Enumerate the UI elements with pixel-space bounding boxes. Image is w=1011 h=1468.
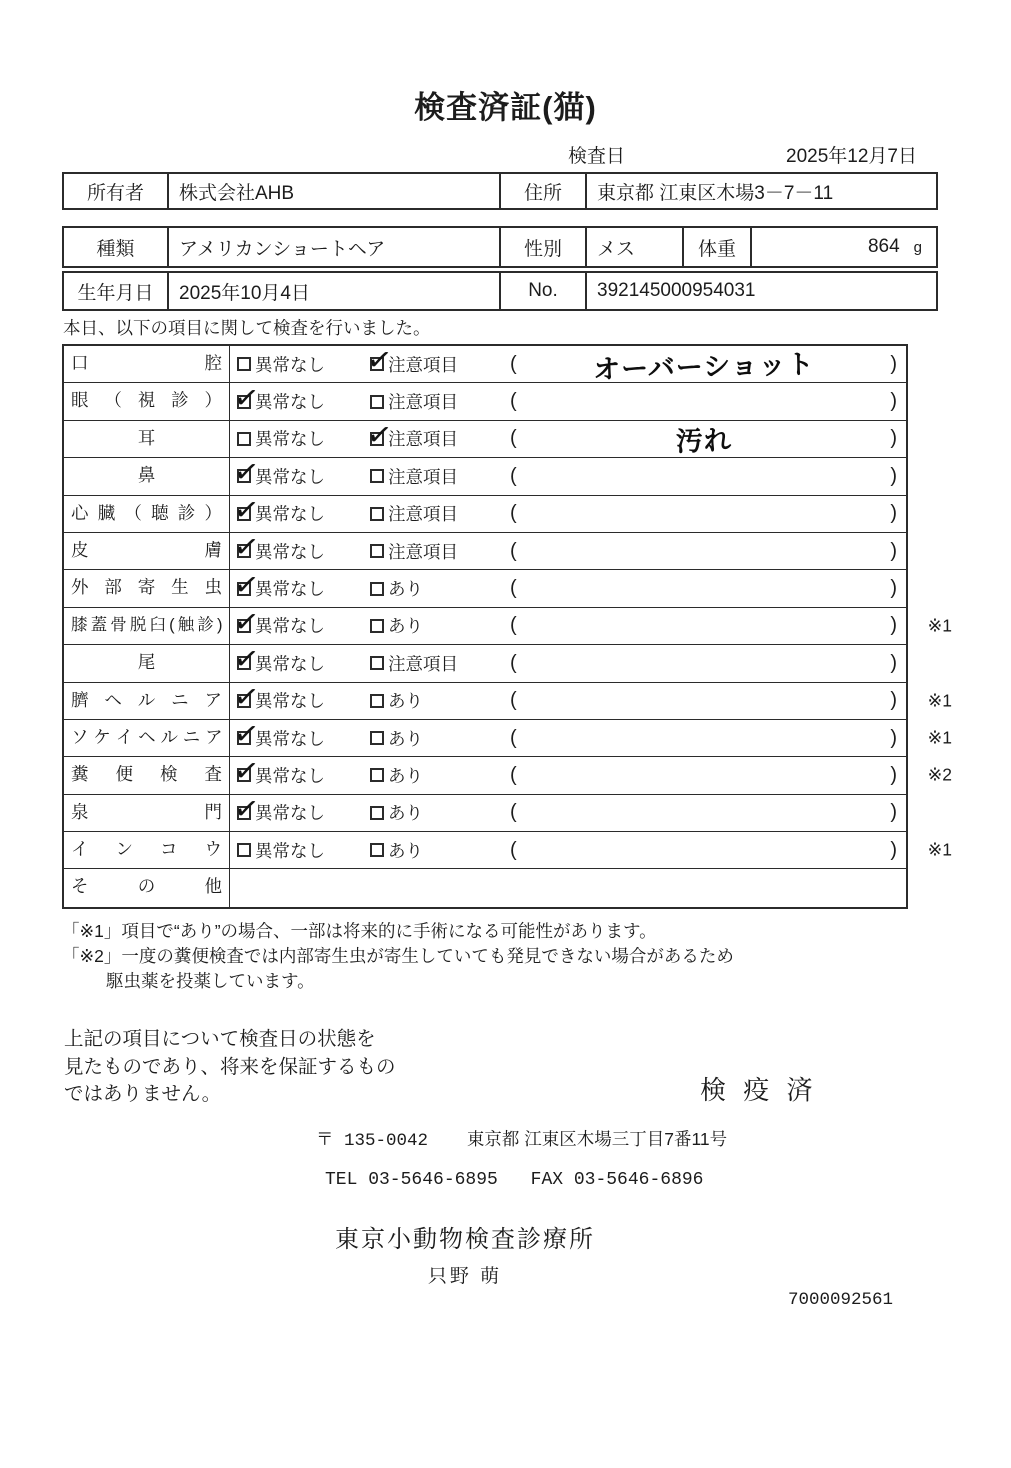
paren-close: ) [890, 577, 897, 600]
option-group [237, 464, 370, 489]
paren-close: ) [890, 726, 897, 749]
clinic-fax: FAX 03-5646-6896 [530, 1170, 704, 1190]
disclaimer [64, 1026, 396, 1109]
item-options [230, 383, 906, 419]
item-options [230, 570, 906, 606]
option-label: 異常なし [255, 466, 325, 487]
checked-checkbox[interactable] [237, 395, 251, 409]
serial-number: 7000092561 [788, 1290, 894, 1310]
paren-close: ) [890, 838, 897, 861]
checkbox[interactable] [370, 544, 384, 558]
footnote-mark: ※1 [927, 839, 952, 860]
option-group [237, 763, 370, 788]
item-label: ソ ケ イ ヘ ル ニ ア [64, 720, 230, 756]
option-group [237, 539, 370, 564]
birthdate-row [62, 271, 938, 311]
option-group [237, 352, 370, 377]
option-group [370, 539, 510, 564]
checkbox[interactable] [237, 432, 251, 446]
check-row [64, 645, 906, 682]
option-group [237, 576, 370, 601]
disclaimer-line-1: 上記の項目について検査日の状態を [64, 1028, 376, 1050]
handwritten-note: オーバーショット [592, 348, 815, 385]
option-label: 異常なし [255, 616, 325, 637]
item-options [230, 346, 906, 385]
item-label: 尾 [64, 645, 230, 681]
checkbox[interactable] [370, 731, 384, 745]
option-label: 異常なし [255, 354, 325, 375]
item-options [230, 533, 906, 569]
option-group [370, 613, 510, 638]
paren-close: ) [890, 539, 897, 562]
check-row [64, 795, 906, 832]
option-group [237, 726, 370, 751]
check-row [64, 570, 906, 607]
disclaimer-line-3: ではありません。 [64, 1083, 222, 1105]
paren-open: ( [510, 801, 517, 824]
option-label: 異常なし [255, 728, 325, 749]
option-label: あり [388, 765, 423, 786]
item-label: 皮 膚 [64, 533, 230, 569]
item-label: 眼 （ 視 診 ） [64, 383, 230, 419]
option-label: あり [388, 803, 423, 824]
item-options [230, 608, 906, 644]
option-label: 注意項目 [388, 354, 458, 375]
paren-close: ) [890, 427, 897, 450]
checked-checkbox[interactable] [370, 357, 384, 371]
option-group [237, 501, 370, 526]
weight-cell [750, 228, 936, 266]
birthdate-label: 生年月日 [77, 282, 154, 304]
item-options [230, 683, 906, 719]
check-table [62, 344, 952, 909]
item-label: 膝蓋骨脱臼(触診) [64, 608, 230, 644]
option-label: 注意項目 [388, 541, 458, 562]
check-row [64, 608, 952, 645]
item-options [230, 496, 906, 532]
paren-close: ) [890, 502, 897, 525]
option-label: あり [388, 840, 423, 861]
item-label: 臍 ヘ ル ニ ア [64, 683, 230, 719]
clinic-block [310, 1219, 620, 1288]
option-label: 注意項目 [388, 466, 458, 487]
weight-unit: g [913, 238, 922, 256]
footnote-mark: ※2 [927, 764, 952, 785]
checked-checkbox[interactable] [237, 469, 251, 483]
paren-open: ( [510, 726, 517, 749]
paren-open: ( [510, 838, 517, 861]
paren-open: ( [510, 464, 517, 487]
clinic-address: 東京都 江東区木場三丁目7番11号 [466, 1129, 728, 1149]
option-group [370, 838, 510, 863]
weight-label: 体重 [682, 228, 750, 266]
option-label: 異常なし [255, 653, 325, 674]
item-label: 糞 便 検 査 [64, 757, 230, 793]
option-label: 異常なし [255, 579, 325, 600]
checked-checkbox[interactable] [237, 694, 251, 708]
item-options [230, 869, 906, 906]
clinic-phone-line [325, 1170, 703, 1190]
item-label: イ ン コ ウ [64, 832, 230, 868]
breed-row [62, 226, 938, 268]
checkbox[interactable] [370, 395, 384, 409]
option-group [370, 763, 510, 788]
paren-open: ( [510, 390, 517, 413]
footnote-1: 「※1」項目で“あり”の場合、一部は将来的に手術になる可能性があります。 [62, 921, 657, 941]
paren-open: ( [510, 502, 517, 525]
check-row [64, 720, 952, 757]
checkbox[interactable] [370, 694, 384, 708]
clinic-address-line [316, 1126, 727, 1151]
paren-open: ( [510, 577, 517, 600]
check-row [64, 496, 906, 533]
checkbox[interactable] [370, 469, 384, 483]
paren-open: ( [510, 651, 517, 674]
item-label: 口 腔 [64, 346, 230, 382]
paren-close: ) [890, 763, 897, 786]
option-group [370, 726, 510, 751]
check-row [64, 533, 906, 570]
item-options [230, 645, 906, 681]
owner-row [62, 172, 938, 210]
paren-open: ( [510, 539, 517, 562]
veterinarian-name: 只野 萌 [427, 1266, 503, 1287]
option-group [370, 352, 510, 377]
item-label: 心 臓 （ 聴 診 ） [64, 496, 230, 532]
paren-open: ( [510, 614, 517, 637]
item-label: 外 部 寄 生 虫 [64, 570, 230, 606]
item-options [230, 458, 906, 494]
option-label: 異常なし [255, 765, 325, 786]
option-group [370, 389, 510, 414]
option-group [237, 838, 370, 863]
option-group [370, 426, 510, 451]
footnote-mark: ※1 [927, 615, 952, 636]
checked-checkbox[interactable] [237, 656, 251, 670]
check-row [64, 421, 906, 458]
option-group [370, 464, 510, 489]
owner-label: 所有者 [86, 182, 144, 204]
paren-open: ( [510, 427, 517, 450]
option-label: 異常なし [255, 429, 325, 450]
item-options [230, 421, 906, 457]
option-label: あり [388, 691, 423, 712]
option-group [237, 651, 370, 676]
no-value: 392145000954031 [585, 273, 936, 309]
clinic-tel: TEL 03-5646-6895 [325, 1170, 498, 1190]
paren-close: ) [890, 614, 897, 637]
item-label: そ の 他 [64, 869, 230, 906]
paren-open: ( [510, 763, 517, 786]
option-group [237, 389, 370, 414]
option-label: 異常なし [255, 541, 325, 562]
checked-checkbox[interactable] [237, 507, 251, 521]
clinic-name: 東京小動物検査診療所 [335, 1226, 595, 1253]
check-row [64, 346, 906, 383]
checkbox[interactable] [237, 357, 251, 371]
checkbox[interactable] [370, 619, 384, 633]
item-options [230, 757, 906, 793]
item-options [230, 832, 906, 868]
footnote-2-continued: 駆虫薬を投薬しています。 [106, 971, 315, 991]
no-label: No. [499, 273, 585, 309]
check-row [64, 458, 906, 495]
paren-close: ) [890, 390, 897, 413]
option-group [370, 651, 510, 676]
option-label: あり [388, 728, 423, 749]
item-options [230, 720, 906, 756]
option-label: 異常なし [255, 691, 325, 712]
disclaimer-line-2: 見たものであり、将来を保証するもの [64, 1055, 396, 1078]
item-label: 耳 [64, 421, 230, 457]
option-label: あり [388, 616, 423, 637]
checked-checkbox[interactable] [370, 432, 384, 446]
footnotes [62, 919, 734, 994]
checkbox[interactable] [370, 768, 384, 782]
intro-text: 本日、以下の項目に関して検査を行いました。 [63, 318, 431, 338]
footnote-2: 「※2」一度の糞便検査では内部寄生虫が寄生していても発見できない場合があるため [62, 946, 734, 966]
footnote-mark: ※1 [927, 727, 952, 748]
paren-close: ) [890, 464, 897, 487]
option-group [370, 501, 510, 526]
item-options [230, 795, 906, 831]
option-group [370, 576, 510, 601]
page-title: 検査済証(猫) [414, 90, 597, 125]
paren-open: ( [510, 352, 517, 375]
item-label: 泉 門 [64, 795, 230, 831]
option-group [370, 688, 510, 713]
option-label: 注意項目 [388, 392, 458, 413]
option-group [237, 800, 370, 825]
checked-checkbox[interactable] [237, 544, 251, 558]
clinic-postal-code: 〒 135-0042 [316, 1131, 429, 1151]
option-label: 異常なし [255, 392, 325, 413]
checkbox[interactable] [370, 656, 384, 670]
address-label: 住所 [499, 174, 585, 208]
handwritten-note: 汚れ [675, 425, 732, 458]
checked-checkbox[interactable] [237, 731, 251, 745]
check-row [64, 832, 952, 869]
option-label: 注意項目 [388, 504, 458, 525]
check-row [64, 869, 906, 906]
paren-close: ) [890, 651, 897, 674]
checked-checkbox[interactable] [237, 582, 251, 596]
option-label: 異常なし [255, 803, 325, 824]
check-row [64, 757, 952, 794]
checkbox[interactable] [237, 843, 251, 857]
paren-open: ( [510, 689, 517, 712]
checked-checkbox[interactable] [237, 619, 251, 633]
option-label: 異常なし [255, 840, 325, 861]
owner-value: 株式会社AHB [167, 174, 499, 208]
quarantine-stamp: 検 疫 済 [700, 1075, 818, 1105]
checkbox[interactable] [370, 507, 384, 521]
checked-checkbox[interactable] [237, 806, 251, 820]
option-group [237, 613, 370, 638]
breed-label: 種類 [96, 238, 135, 260]
item-label: 鼻 [64, 458, 230, 494]
checkbox[interactable] [370, 843, 384, 857]
birthdate-value: 2025年10月4日 [167, 273, 499, 309]
inspection-date-label: 検査日 [568, 146, 626, 167]
checkbox[interactable] [370, 806, 384, 820]
address-value: 東京都 江東区木場3－7－11 [585, 174, 936, 208]
option-label: 異常なし [255, 504, 325, 525]
weight-value: 864 [867, 236, 900, 257]
paren-close: ) [890, 689, 897, 712]
check-row [64, 383, 906, 420]
option-group [237, 426, 370, 451]
option-label: あり [388, 579, 423, 600]
checked-checkbox[interactable] [237, 768, 251, 782]
option-group [370, 800, 510, 825]
checkbox[interactable] [370, 582, 384, 596]
footnote-mark: ※1 [927, 690, 952, 711]
paren-close: ) [890, 801, 897, 824]
paren-close: ) [890, 352, 897, 375]
inspection-date-value: 2025年12月7日 [786, 146, 917, 167]
option-label: 注意項目 [388, 653, 458, 674]
sex-label: 性別 [499, 228, 585, 266]
sex-value: メス [585, 228, 682, 266]
check-row [64, 683, 952, 720]
option-group [237, 688, 370, 713]
breed-value: アメリカンショートヘア [167, 228, 499, 266]
option-label: 注意項目 [388, 429, 458, 450]
